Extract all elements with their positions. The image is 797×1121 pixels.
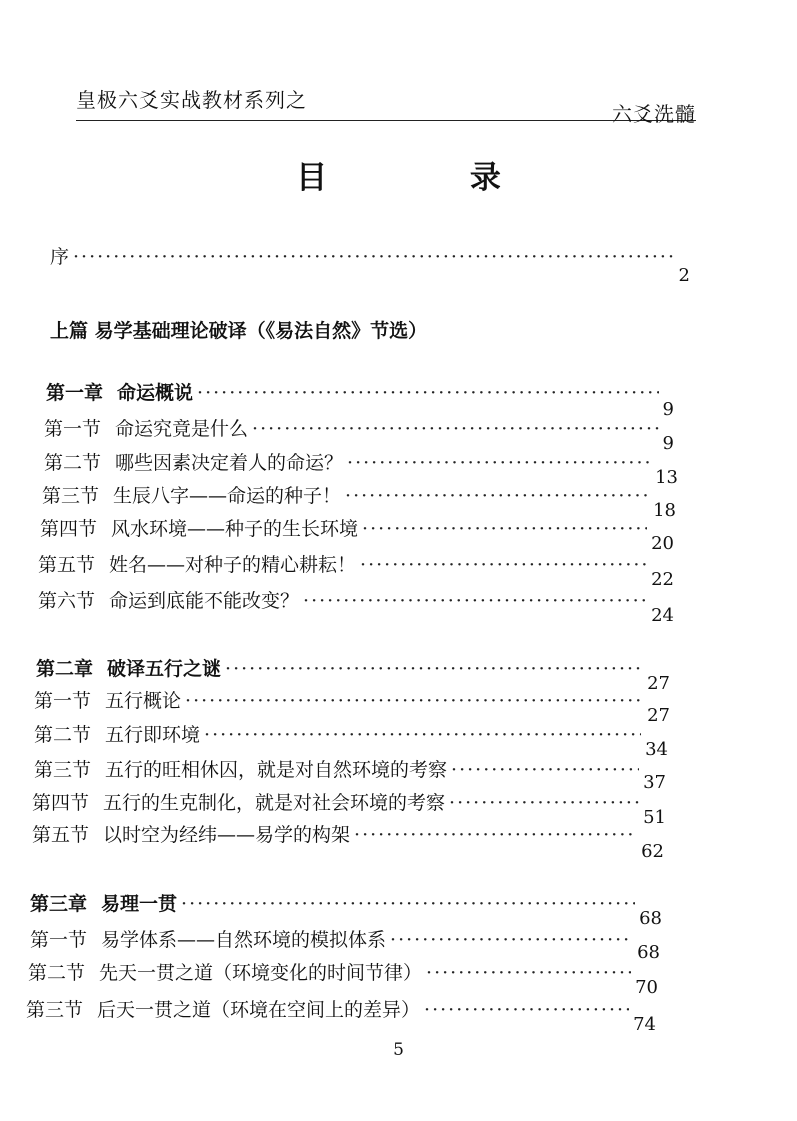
dot-leader [360, 554, 647, 576]
entry-label: 第一节 五行概论 [34, 690, 182, 712]
entry-page: 9 [662, 433, 674, 454]
entry-page: 68 [637, 942, 660, 963]
toc-entry-section[interactable] [40, 514, 674, 554]
entry-page: 22 [651, 569, 674, 590]
entry-page: 51 [643, 807, 666, 828]
entry-label: 第六节 命运到底能不能改变？ [38, 590, 300, 612]
dot-leader [424, 999, 629, 1021]
entry-label: 第二节 五行即环境 [34, 724, 201, 746]
dot-leader [185, 690, 643, 712]
entry-label: 序 [50, 246, 70, 268]
entry-label: 第一章 命运概说 [46, 382, 194, 404]
entry-page: 9 [662, 399, 674, 420]
running-header [76, 80, 696, 126]
dot-leader [390, 929, 633, 951]
dot-leader [451, 759, 639, 781]
page-title: 目 录 [296, 160, 547, 196]
toc-entry-section[interactable] [30, 925, 660, 963]
entry-page: 70 [635, 977, 658, 998]
toc-entry-section[interactable] [34, 686, 670, 726]
dot-leader [252, 418, 659, 440]
entry-label: 第四节 五行的生克制化，就是对社会环境的考察 [32, 792, 446, 814]
entry-page: 20 [651, 533, 674, 554]
entry-label: 第二节 哪些因素决定着人的命运？ [44, 452, 344, 474]
toc-entry-preface[interactable] [50, 242, 690, 286]
toc-entry-section[interactable] [44, 448, 678, 488]
entry-label: 第二章 破译五行之谜 [36, 658, 222, 680]
toc-entry-chapter-3[interactable] [30, 889, 662, 929]
toc-entry-section[interactable] [44, 414, 674, 454]
entry-label: 第一节 易学体系——自然环境的模拟体系 [30, 929, 387, 951]
entry-page: 13 [655, 467, 678, 488]
toc-entry-chapter-1[interactable] [46, 378, 674, 420]
toc-entry-section[interactable] [28, 958, 658, 998]
dot-leader [347, 452, 651, 474]
toc-entry-chapter-2[interactable] [36, 654, 670, 694]
part-heading: 上篇 易学基础理论破译（《易法自然》节选） [50, 320, 428, 342]
dot-leader [303, 590, 647, 612]
toc-entry-section[interactable] [38, 586, 674, 626]
entry-page: 62 [641, 841, 664, 862]
entry-label: 第五节 姓名——对种子的精心耕耘！ [38, 554, 357, 576]
entry-page: 24 [651, 605, 674, 626]
entry-page: 27 [647, 673, 670, 694]
series-title: 皇极六爻实战教材系列之 [76, 88, 307, 112]
entry-page: 18 [653, 500, 676, 521]
dot-leader [345, 485, 649, 507]
entry-label: 第三节 后天一贯之道（环境在空间上的差异） [26, 999, 421, 1021]
dot-leader [426, 962, 631, 984]
entry-label: 第五节 以时空为经纬——易学的构架 [32, 824, 351, 846]
dot-leader [354, 824, 637, 846]
toc-entry-section[interactable] [34, 755, 666, 793]
toc-entry-section[interactable] [26, 995, 656, 1035]
dot-leader [225, 658, 643, 680]
entry-label: 第二节 先天一贯之道（环境变化的时间节律） [28, 962, 423, 984]
dot-leader [197, 382, 659, 404]
entry-page: 2 [678, 265, 690, 286]
entry-page: 34 [645, 739, 668, 760]
entry-page: 37 [643, 772, 666, 793]
entry-page: 74 [633, 1014, 656, 1035]
book-title: 六爻洗髓 [612, 102, 696, 126]
dot-leader [362, 518, 647, 540]
entry-page: 68 [639, 908, 662, 929]
dot-leader [449, 792, 639, 814]
toc-entry-section[interactable] [32, 820, 664, 862]
toc-entry-section[interactable] [38, 550, 674, 590]
entry-label: 第三节 生辰八字——命运的种子！ [42, 485, 342, 507]
entry-page: 27 [647, 705, 670, 726]
entry-label: 第三章 易理一贯 [30, 893, 178, 915]
entry-label: 第四节 风水环境——种子的生长环境 [40, 518, 359, 540]
entry-label: 第三节 五行的旺相休囚，就是对自然环境的考察 [34, 759, 448, 781]
toc-entry-section[interactable] [34, 720, 668, 760]
page-number: 5 [393, 1040, 404, 1060]
entry-label: 第一节 命运究竟是什么 [44, 418, 249, 440]
dot-leader [181, 893, 635, 915]
dot-leader [204, 724, 641, 746]
dot-leader [73, 246, 675, 268]
toc-entry-section[interactable] [32, 788, 666, 828]
toc-entry-section[interactable] [42, 481, 676, 521]
